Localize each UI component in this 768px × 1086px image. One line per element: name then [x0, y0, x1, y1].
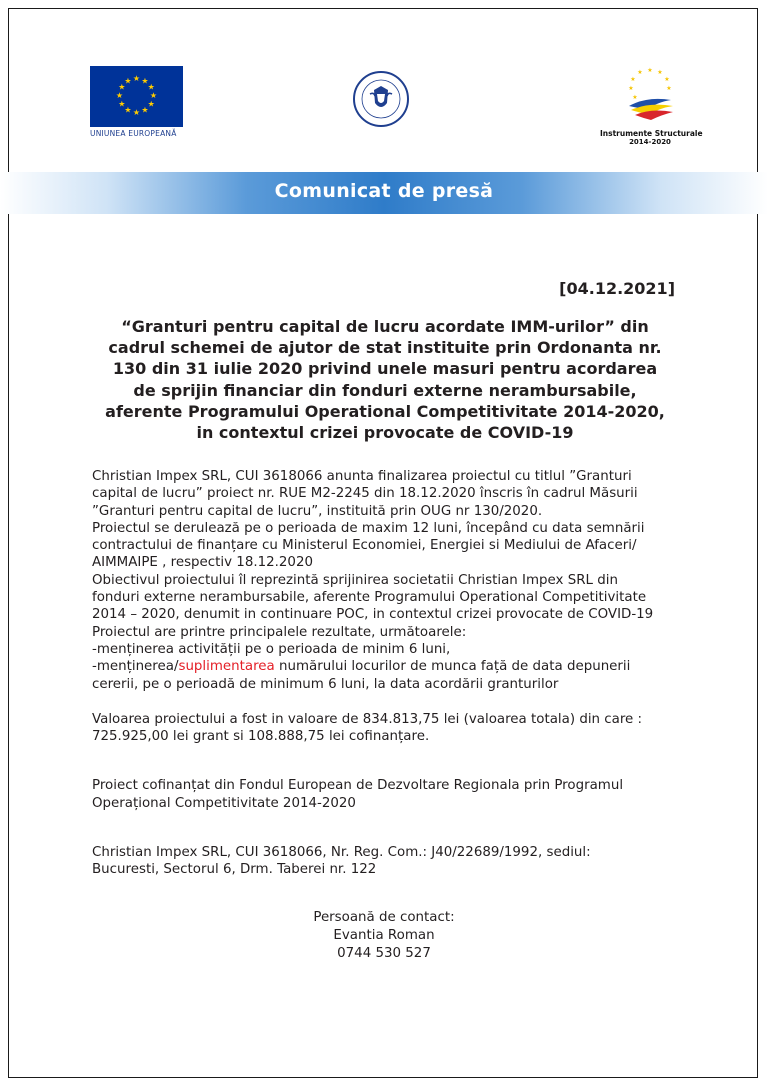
structural-instruments-icon: [617, 62, 683, 128]
highlighted-word: suplimentarea: [178, 659, 275, 675]
cofinance-line: Operațional Competitivitate 2014-2020: [92, 795, 356, 811]
svg-text:★: ★: [147, 82, 155, 92]
svg-text:★: ★: [141, 76, 149, 86]
svg-text:★: ★: [115, 91, 124, 100]
government-seal-icon: [352, 70, 410, 128]
svg-text:★: ★: [666, 85, 672, 92]
body-line: Proiectul se derulează pe o perioada de maxim 12 luni, începând cu data semnării: [92, 520, 645, 536]
body-line: capital de lucru” proiect nr. RUE M2-2245 din 18.12.2020 înscris în cadrul Măsurii: [92, 486, 638, 502]
government-seal-logo: [352, 70, 410, 128]
eu-caption: UNIUNEA EUROPEANĂ: [90, 129, 177, 138]
svg-text:★: ★: [132, 74, 141, 83]
is-caption: Instrumente Structurale: [600, 129, 703, 138]
title-line: cadrul schemei de ajutor de stat instituite prin Ordonanta nr.: [108, 338, 662, 358]
body-line: 2014 – 2020, denumit in continuare POC, in contextul crizei provocate de COVID-19: [92, 607, 654, 623]
svg-text:★: ★: [124, 76, 132, 86]
company-info-line: Bucuresti, Sectorul 6, Drm. Taberei nr. 122: [92, 862, 377, 878]
press-release-title: [90, 316, 680, 443]
date-label: [04.12.2021]: [559, 279, 675, 298]
spacer: [92, 745, 692, 777]
body-text: -menținerea/: [92, 659, 179, 675]
svg-text:★: ★: [664, 76, 670, 83]
svg-text:★: ★: [118, 82, 126, 92]
svg-text:★: ★: [632, 94, 638, 101]
contact-phone: 0744 530 527: [337, 946, 431, 961]
body-line: fonduri externe nerambursabile, aferente Programului Operational Competitivitate: [92, 590, 647, 606]
body-text: numărului locurilor de munca față de data depunerii: [274, 659, 631, 675]
svg-text:★: ★: [118, 99, 126, 109]
svg-text:★: ★: [637, 69, 643, 76]
body-line: Proiectul are printre principalele rezultate, următoarele:: [92, 624, 467, 640]
contact-label: Persoană de contact:: [313, 910, 455, 925]
banner-title: Comunicat de presă: [274, 180, 494, 202]
svg-text:★: ★: [657, 69, 663, 76]
title-line: de sprijin financiar din fonduri externe nerambursabile,: [133, 380, 637, 400]
contact-block: [0, 909, 768, 963]
svg-text:★: ★: [147, 99, 155, 109]
body-line: AIMMAIPE , respectiv 18.12.2020: [92, 555, 313, 571]
title-line: in contextul crizei provocate de COVID-19: [196, 423, 574, 443]
svg-text:★: ★: [628, 85, 634, 92]
title-line: aferente Programului Operational Competitivitate 2014-2020,: [105, 401, 665, 421]
company-info-line: Christian Impex SRL, CUI 3618066, Nr. Reg. Com.: J40/22689/1992, sediul:: [92, 845, 591, 861]
body-line-highlight: [92, 658, 692, 675]
svg-text:★: ★: [132, 108, 141, 117]
svg-text:★: ★: [141, 105, 149, 115]
cofinance-line: Proiect cofinanțat din Fondul European de Dezvoltare Regionala prin Programul: [92, 778, 624, 794]
svg-text:★: ★: [124, 105, 132, 115]
spacer: [92, 693, 692, 711]
body-line: Obiectivul proiectului îl reprezintă sprijinirea societatii Christian Impex SRL din: [92, 572, 618, 588]
title-line: “Granturi pentru capital de lucru acordate IMM-urilor” din: [121, 317, 649, 336]
body-line: contractului de finanțare cu Ministerul Economiei, Energiei si Mediului de Afaceri/: [92, 538, 637, 554]
contact-name: Evantia Roman: [333, 928, 435, 943]
body-line: ”Granturi pentru capital de lucru”, instituită prin OUG nr 130/2020.: [92, 503, 543, 519]
title-line: 130 din 31 iulie 2020 privind unele masuri pentru acordarea: [112, 359, 658, 379]
svg-text:★: ★: [647, 67, 653, 74]
instrumente-structurale-logo: [600, 62, 703, 154]
project-value-line: Valoarea proiectului a fost in valoare de 834.813,75 lei (valoarea totala) din care :: [92, 711, 643, 727]
spacer: [92, 812, 692, 844]
body-line: cererii, pe o perioadă de minimum 6 luni, la data acordării granturilor: [92, 676, 559, 692]
svg-text:★: ★: [149, 91, 158, 100]
project-value-line: 725.925,00 lei grant si 108.888,75 lei cofinanțare.: [92, 729, 430, 745]
is-years: 2014-2020: [629, 138, 671, 146]
body-line: -menținerea activității pe o perioada de minim 6 luni,: [92, 641, 451, 657]
eu-logo: [90, 66, 185, 138]
eu-flag-icon: [90, 66, 183, 127]
svg-text:★: ★: [630, 76, 636, 83]
press-release-body: [92, 468, 692, 879]
body-line: Christian Impex SRL, CUI 3618066 anunta finalizarea proiectul cu titlul ”Granturi: [92, 469, 632, 484]
